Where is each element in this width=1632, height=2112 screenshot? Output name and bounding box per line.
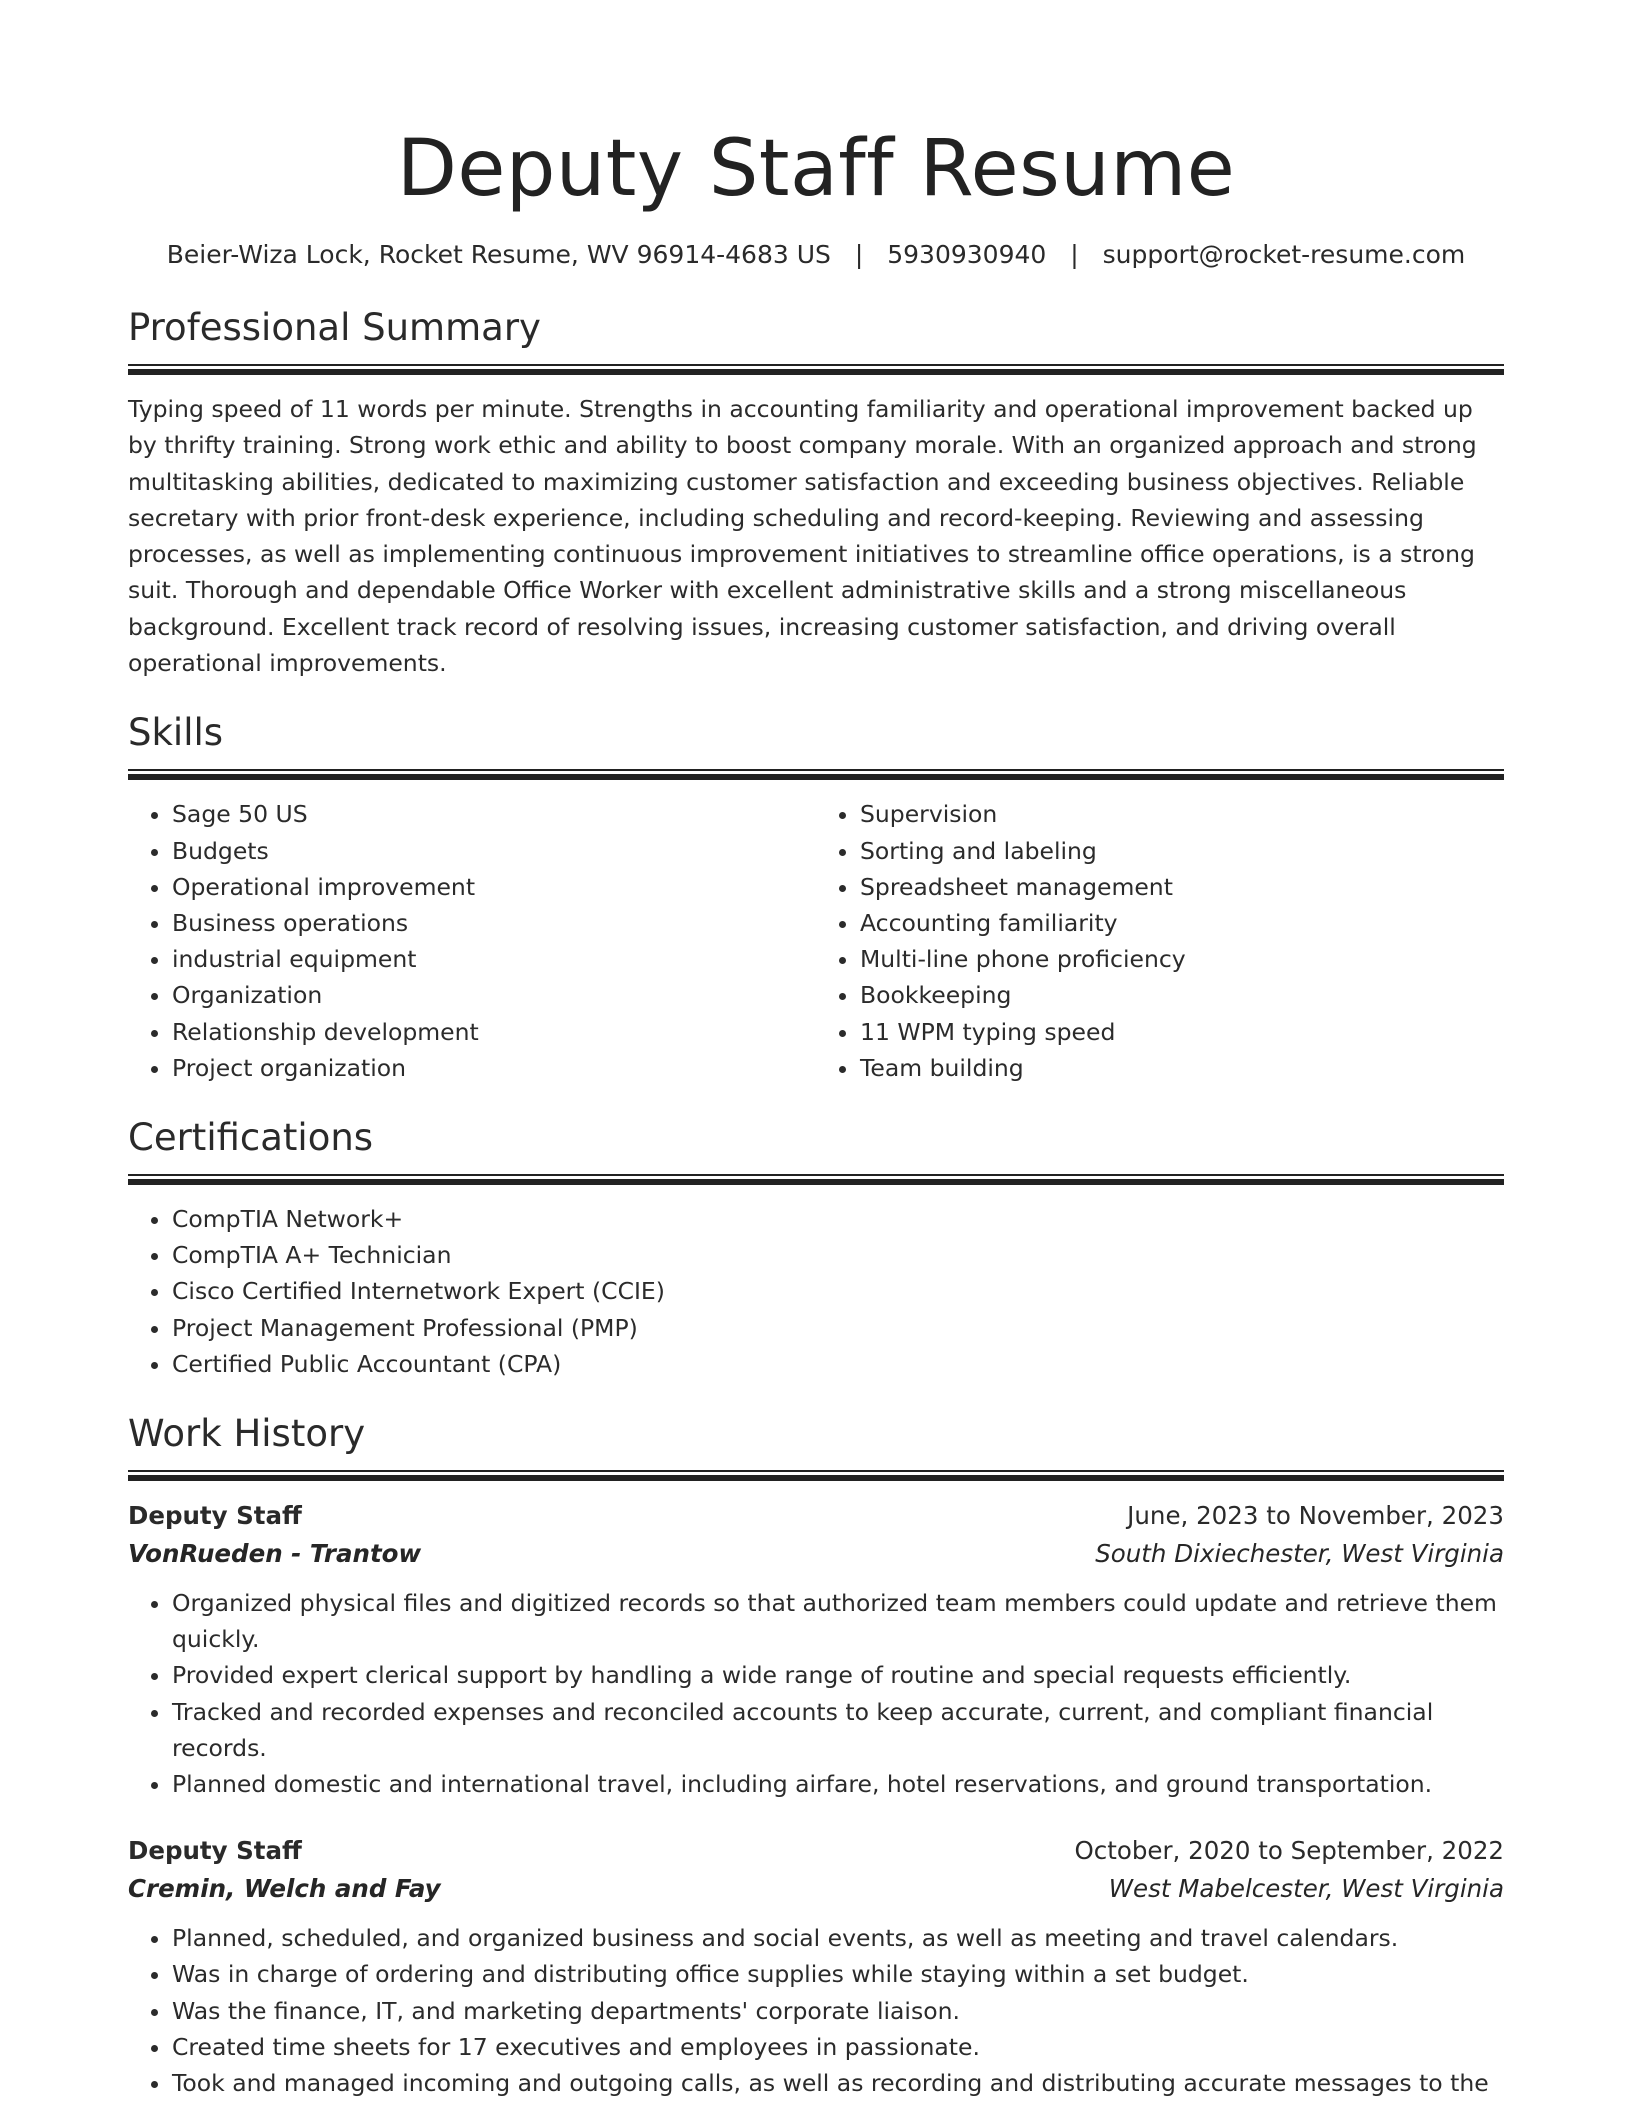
job-location: South Dixiechester, West Virginia [1095,1539,1504,1569]
skill-item: • Spreadsheet management [860,869,1504,905]
job-header-row [128,1497,1504,1535]
section-divider [128,1174,1504,1185]
job-company-row [128,1870,1504,1908]
job-company: VonRueden - Trantow [128,1539,422,1569]
skill-item: • Team building [860,1050,1504,1086]
skills-grid [128,796,1504,1086]
skill-item: • Business operations [172,905,816,941]
skills-section [128,709,1504,1086]
certification-item: • CompTIA A+ Technician [172,1237,1504,1273]
job-duty-item: • Was in charge of ordering and distributing office supplies while staying within a set budget. [172,1956,1504,1992]
job-duty-item: • Took and managed incoming and outgoing calls, as well as recording and distributing accurate messages to the [172,2065,1504,2101]
certifications-list [128,1201,1504,1382]
certification-item: • Certified Public Accountant (CPA) [172,1346,1504,1382]
job-duties-list [128,1585,1504,1802]
section-divider [128,364,1504,375]
contact-email: support@rocket-resume.com [1102,240,1466,269]
job-duty-item: • Was the finance, IT, and marketing departments' corporate liaison. [172,1993,1504,2029]
skill-item: • Accounting familiarity [860,905,1504,941]
contact-phone: 5930930940 [887,240,1047,269]
skill-item: • Relationship development [172,1014,816,1050]
job-header-row [128,1832,1504,1870]
job-company-row [128,1535,1504,1573]
certification-item: • CompTIA Network+ [172,1201,1504,1237]
skills-list-right [816,796,1504,1086]
summary-text: Typing speed of 11 words per minute. Strengths in accounting familiarity and operational improvement backed up by thrifty training. Strong work ethic and ability to boost company morale. With an organized approach and strong multitasking abilities, dedicated to maximizing customer satisfaction and exceeding business objectives. Reliable secretary with prior front-desk experience, including scheduling and record-keeping. Reviewing and assessing processes, as well as implementing continuous improvement initiatives to streamline office operations, is a strong suit. Thorough and dependable Office Worker with excellent administrative skills and a strong miscellaneous background. Excellent track record of resolving issues, increasing customer satisfaction, and driving overall operational improvements. [128,395,1477,678]
contact-address: Beier-Wiza Lock, Rocket Resume, WV 96914-4683 US [166,240,831,269]
job-title: Deputy Staff [128,1501,302,1531]
resume-page [128,0,1504,2101]
contact-separator: | [1070,240,1079,269]
section-title-skills: Skills [128,711,224,755]
job-location: West Mabelcester, West Virginia [1108,1874,1504,1904]
job-duty-item: • Created time sheets for 17 executives and employees in passionate. [172,2029,1504,2065]
skill-item: • Budgets [172,833,816,869]
skills-column-left [128,796,816,1086]
job-duty-item: • Tracked and recorded expenses and reconciled accounts to keep accurate, current, and compliant financial records. [172,1694,1504,1766]
contact-line [128,238,1504,272]
job-duty-item: • Planned, scheduled, and organized business and social events, as well as meeting and travel calendars. [172,1920,1504,1956]
skill-item: • industrial equipment [172,941,816,977]
skill-item: • Operational improvement [172,869,816,905]
skill-item: • Multi-line phone proficiency [860,941,1504,977]
section-title-summary: Professional Summary [128,306,541,349]
skills-column-right [816,796,1504,1086]
job-duty-item: • Planned domestic and international travel, including airfare, hotel reservations, and ground transportation. [172,1766,1504,1802]
contact-separator: | [854,240,864,269]
certification-item: • Cisco Certified Internetwork Expert (CCIE) [172,1273,1504,1309]
skill-item: • Supervision [860,796,1504,832]
skill-item: • 11 WPM typing speed [860,1014,1504,1050]
work-history-section [128,1410,1504,2101]
job-company: Cremin, Welch and Fay [128,1874,441,1904]
certification-item: • Project Management Professional (PMP) [172,1310,1504,1346]
section-divider [128,769,1504,780]
summary-section [128,304,1504,681]
skill-item: • Sage 50 US [172,796,816,832]
resume-title: Deputy Staff Resume [396,124,1236,214]
certifications-section [128,1114,1504,1382]
job-title: Deputy Staff [128,1836,302,1866]
job-entry [128,1497,1504,1802]
skill-item: • Bookkeeping [860,977,1504,1013]
job-duties-list [128,1920,1504,2101]
skills-list-left [128,796,816,1086]
section-title-work-history: Work History [128,1412,366,1456]
section-divider [128,1470,1504,1481]
skill-item: • Sorting and labeling [860,833,1504,869]
section-title-certifications: Certifications [128,1116,374,1159]
job-duty-item: • Organized physical files and digitized records so that authorized team members could update and retrieve them quickly. [172,1585,1504,1657]
skill-item: • Organization [172,977,816,1013]
skill-item: • Project organization [172,1050,816,1086]
job-dates: October, 2020 to September, 2022 [1074,1836,1504,1866]
job-entry [128,1832,1504,2101]
job-duty-item: • Provided expert clerical support by handling a wide range of routine and special requests efficiently. [172,1657,1504,1693]
job-dates: June, 2023 to November, 2023 [1127,1501,1504,1531]
